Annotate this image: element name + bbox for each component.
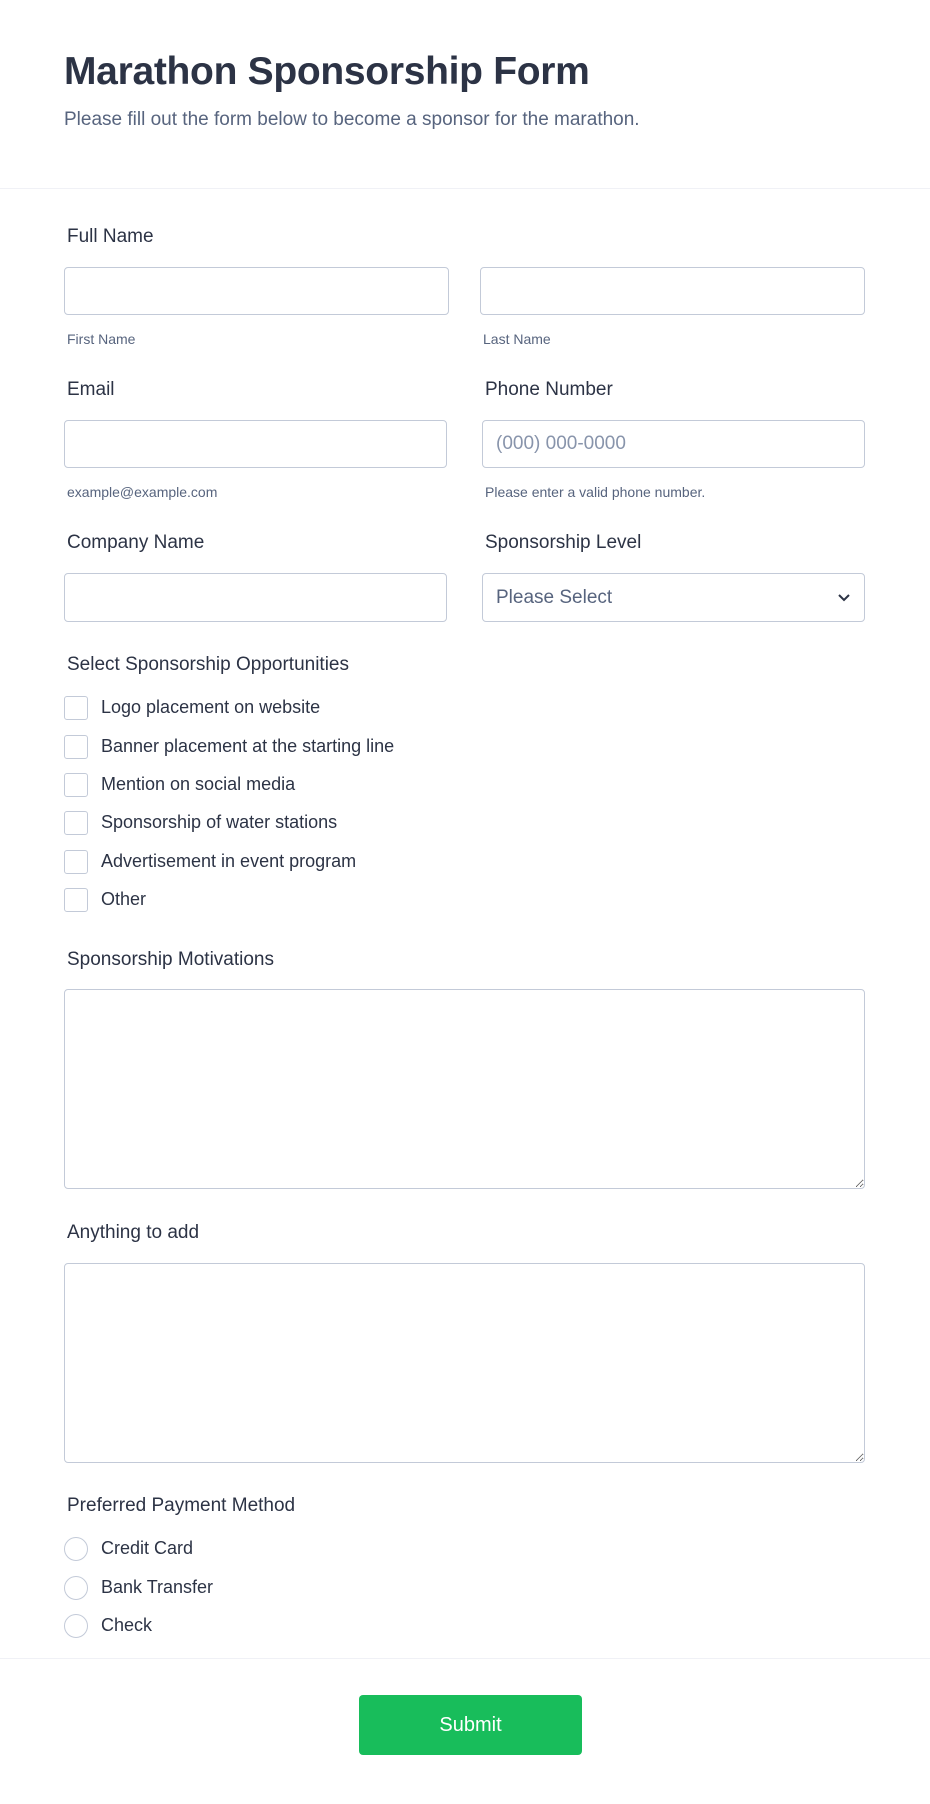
email-label: Email (67, 379, 115, 400)
full-name-label: Full Name (67, 226, 154, 247)
footer-divider (0, 1658, 930, 1659)
checkbox-label: Logo placement on website (101, 697, 321, 717)
payment-label: Preferred Payment Method (67, 1495, 296, 1516)
email-input[interactable] (64, 420, 447, 468)
checkbox-label: Sponsorship of water stations (101, 812, 338, 832)
first-name-input[interactable] (64, 267, 449, 315)
first-name-sublabel: First Name (67, 331, 136, 347)
checkbox-label: Other (101, 889, 147, 909)
chevron-down-icon (837, 593, 851, 603)
checkbox-water-stations[interactable] (64, 811, 88, 835)
motivations-textarea[interactable] (64, 989, 865, 1189)
last-name-input[interactable] (480, 267, 865, 315)
checkbox-event-program[interactable] (64, 850, 88, 874)
company-label: Company Name (67, 532, 205, 553)
anything-label: Anything to add (67, 1222, 200, 1243)
sponsorship-level-label: Sponsorship Level (485, 532, 642, 553)
opportunities-label: Select Sponsorship Opportunities (67, 654, 349, 675)
checkbox-label: Advertisement in event program (101, 851, 357, 871)
checkbox-social-media[interactable] (64, 773, 88, 797)
submit-button[interactable]: Submit (359, 1695, 582, 1755)
phone-sublabel: Please enter a valid phone number. (485, 484, 706, 500)
phone-label: Phone Number (485, 379, 613, 400)
radio-label: Bank Transfer (101, 1577, 214, 1597)
sponsorship-level-select[interactable] (482, 573, 865, 622)
radio-credit-card[interactable] (64, 1537, 88, 1561)
radio-check[interactable] (64, 1614, 88, 1638)
page-subtitle: Please fill out the form below to become a sponsor for the marathon. (64, 109, 640, 130)
email-sublabel: example@example.com (67, 484, 218, 500)
checkbox-label: Banner placement at the starting line (101, 736, 395, 756)
last-name-sublabel: Last Name (483, 331, 551, 347)
radio-bank-transfer[interactable] (64, 1576, 88, 1600)
checkbox-banner-placement[interactable] (64, 735, 88, 759)
page-title: Marathon Sponsorship Form (64, 50, 590, 93)
anything-textarea[interactable] (64, 1263, 865, 1463)
radio-label: Credit Card (101, 1538, 194, 1558)
checkbox-label: Mention on social media (101, 774, 296, 794)
checkbox-logo-placement[interactable] (64, 696, 88, 720)
phone-input[interactable] (482, 420, 865, 468)
motivations-label: Sponsorship Motivations (67, 949, 274, 970)
sponsorship-level-value: Please Select (496, 586, 613, 608)
checkbox-other[interactable] (64, 888, 88, 912)
radio-label: Check (101, 1615, 153, 1635)
header-divider (0, 188, 930, 189)
company-input[interactable] (64, 573, 447, 622)
